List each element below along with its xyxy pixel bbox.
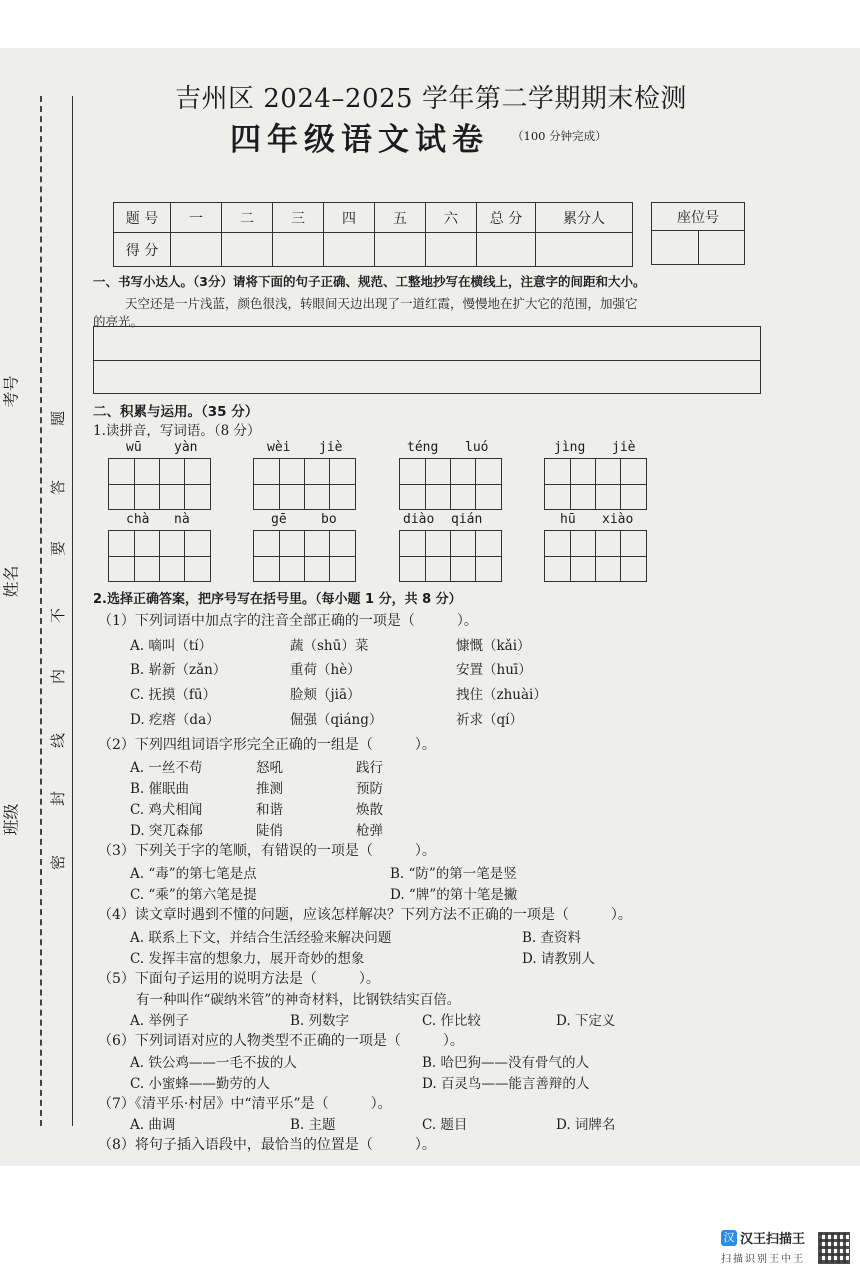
pinyin-text: téng bbox=[407, 440, 439, 455]
score-header-cell: 五 bbox=[375, 203, 426, 233]
seal-char: 答 bbox=[49, 479, 68, 496]
option[interactable]: 陡俏 bbox=[256, 823, 283, 839]
example-sentence: 有一种叫作“碳纳米管”的神奇材料，比钢铁结实百倍。 bbox=[136, 992, 461, 1008]
option[interactable]: D. 词牌名 bbox=[556, 1117, 616, 1133]
pinyin-text: qián bbox=[451, 512, 483, 527]
score-header-cell: 题 号 bbox=[114, 203, 171, 233]
option[interactable]: A. 曲调 bbox=[130, 1117, 176, 1133]
exam-subtitle: 四年级语文试卷 bbox=[230, 122, 489, 158]
class-label: 班级 bbox=[1, 803, 21, 836]
score-header-cell: 四 bbox=[324, 203, 375, 233]
option[interactable]: B. 列数字 bbox=[290, 1013, 350, 1029]
pinyin-text: chà bbox=[126, 512, 150, 527]
scanner-watermark bbox=[721, 1228, 805, 1247]
tianzige-cell[interactable] bbox=[159, 458, 211, 510]
question-6: （6）下列词语对应的人物类型不正确的一项是（ ）。 bbox=[98, 1033, 464, 1049]
brand-slogan: 扫描识别王中王 bbox=[721, 1254, 805, 1265]
option[interactable]: 慷慨（kǎi） bbox=[456, 638, 531, 654]
tianzige-cell[interactable] bbox=[159, 530, 211, 582]
pinyin-text: jiè bbox=[319, 440, 343, 455]
option[interactable]: B. “防”的第一笔是竖 bbox=[390, 866, 517, 882]
tianzige-cell[interactable] bbox=[108, 530, 160, 582]
option[interactable]: 倔强（qiáng） bbox=[290, 712, 383, 728]
seat-label: 座位号 bbox=[652, 203, 745, 231]
seal-char: 封 bbox=[49, 790, 68, 807]
option[interactable]: B. 主题 bbox=[290, 1117, 336, 1133]
pinyin-text: wèi bbox=[267, 440, 291, 455]
option[interactable]: D. 突兀森郁 bbox=[130, 823, 203, 839]
option[interactable]: 推测 bbox=[256, 781, 283, 797]
option[interactable]: A. 联系上下文，并结合生活经验来解决问题 bbox=[130, 930, 392, 946]
score-header-cell: 累分人 bbox=[536, 203, 633, 233]
question-7: （7）《清平乐·村居》中“清平乐”是（ ）。 bbox=[98, 1096, 392, 1112]
option[interactable]: D. 百灵鸟——能言善辩的人 bbox=[422, 1076, 590, 1092]
pinyin-text: jìng bbox=[554, 440, 586, 455]
pinyin-text: xiào bbox=[602, 512, 634, 527]
option[interactable]: 蔬（shū）菜 bbox=[290, 638, 369, 654]
seal-char: 密 bbox=[49, 854, 68, 871]
seal-char: 内 bbox=[49, 668, 68, 685]
option[interactable]: 和谐 bbox=[256, 802, 283, 818]
option[interactable]: 践行 bbox=[356, 760, 383, 776]
option[interactable]: 预防 bbox=[356, 781, 383, 797]
question-5: （5）下面句子运用的说明方法是（ ）。 bbox=[98, 971, 380, 987]
q2-title: 2.选择正确答案，把序号写在括号里。（每小题 1 分，共 8 分） bbox=[93, 592, 462, 607]
pinyin-text: yàn bbox=[174, 440, 198, 455]
q1-title: 1.读拼音，写词语。（8 分） bbox=[93, 423, 261, 439]
score-header-cell: 三 bbox=[273, 203, 324, 233]
option[interactable]: C. 鸡犬相闻 bbox=[130, 802, 203, 818]
seat-input-cell[interactable] bbox=[698, 231, 745, 265]
score-input-cell[interactable] bbox=[426, 233, 477, 267]
option[interactable]: C. 抚摸（fū） bbox=[130, 687, 217, 703]
option[interactable]: C. 作比较 bbox=[422, 1013, 481, 1029]
pinyin-text: luó bbox=[465, 440, 489, 455]
pinyin-text: gē bbox=[271, 512, 287, 527]
option[interactable]: D. 请教别人 bbox=[522, 951, 595, 967]
pinyin-text: jiè bbox=[612, 440, 636, 455]
seat-table bbox=[651, 202, 745, 265]
question-1: （1）下列词语中加点字的注音全部正确的一项是（ ）。 bbox=[98, 613, 478, 629]
option[interactable]: A. “毒”的第七笔是点 bbox=[130, 866, 257, 882]
score-input-cell[interactable] bbox=[477, 233, 536, 267]
pinyin-text: diào bbox=[403, 512, 435, 527]
tianzige-cell[interactable] bbox=[595, 530, 647, 582]
tianzige-cell[interactable] bbox=[450, 530, 502, 582]
option[interactable]: 重荷（hè） bbox=[290, 662, 361, 678]
option[interactable]: B. 哈巴狗——没有骨气的人 bbox=[422, 1055, 590, 1071]
exam-number-label: 考号 bbox=[1, 375, 21, 408]
tianzige-cell[interactable] bbox=[399, 530, 451, 582]
option[interactable]: 拽住（zhuài） bbox=[456, 687, 547, 703]
brand-name: 汉王扫描王 bbox=[740, 1232, 806, 1247]
tianzige-cell[interactable] bbox=[304, 530, 356, 582]
seal-char: 要 bbox=[49, 540, 68, 557]
tianzige-cell[interactable] bbox=[399, 458, 451, 510]
option[interactable]: 枪弹 bbox=[356, 823, 383, 839]
option[interactable]: D. 疙瘩（da） bbox=[130, 712, 220, 728]
option[interactable]: A. 举例子 bbox=[130, 1013, 189, 1029]
question-2: （2）下列四组词语字形完全正确的一组是（ ）。 bbox=[98, 737, 436, 753]
option[interactable]: C. “乘”的第六笔是提 bbox=[130, 887, 257, 903]
time-note: （100 分钟完成） bbox=[512, 129, 607, 143]
pinyin-text: nà bbox=[174, 512, 190, 527]
scan-logo-icon: 汉 bbox=[721, 1230, 737, 1246]
binding-dashed-line bbox=[40, 96, 42, 1126]
score-input-cell[interactable] bbox=[171, 233, 222, 267]
score-input-cell[interactable] bbox=[324, 233, 375, 267]
score-header-cell: 二 bbox=[222, 203, 273, 233]
option[interactable]: 祈求（qí） bbox=[456, 712, 523, 728]
tianzige-cell[interactable] bbox=[450, 458, 502, 510]
section2-heading: 二、积累与运用。（35 分） bbox=[93, 404, 259, 420]
binding-solid-line bbox=[72, 96, 73, 1126]
tianzige-cell[interactable] bbox=[595, 458, 647, 510]
seal-char: 不 bbox=[49, 607, 68, 624]
pinyin-text: hū bbox=[560, 512, 576, 527]
option[interactable]: A. 铁公鸡——一毛不拔的人 bbox=[130, 1055, 297, 1071]
score-input-cell[interactable] bbox=[536, 233, 633, 267]
exam-title: 吉州区 2024–2025 学年第二学期期末检测 bbox=[175, 84, 687, 114]
option[interactable]: C. 题目 bbox=[422, 1117, 468, 1133]
option[interactable]: 脸颊（jiā） bbox=[290, 687, 361, 703]
score-header-cell: 总 分 bbox=[477, 203, 536, 233]
option[interactable]: C. 发挥丰富的想象力，展开奇妙的想象 bbox=[130, 951, 365, 967]
copy-text-line1: 天空还是一片浅蓝，颜色很浅，转眼间天边出现了一道红霞，慢慢地在扩大它的范围，加强它 bbox=[125, 296, 638, 311]
option[interactable]: 焕散 bbox=[356, 802, 383, 818]
seal-char: 题 bbox=[49, 410, 68, 427]
seat-input-cell[interactable] bbox=[652, 231, 699, 265]
question-3: （3）下列关于字的笔顺，有错误的一项是（ ）。 bbox=[98, 843, 436, 859]
score-row-label: 得 分 bbox=[114, 233, 171, 267]
score-input-cell[interactable] bbox=[375, 233, 426, 267]
score-header-cell: 一 bbox=[171, 203, 222, 233]
option[interactable]: D. 下定义 bbox=[556, 1013, 616, 1029]
option[interactable]: C. 小蜜蜂——勤劳的人 bbox=[130, 1076, 270, 1092]
option[interactable]: A. 嘀叫（tí） bbox=[130, 638, 213, 654]
score-input-cell[interactable] bbox=[222, 233, 273, 267]
tianzige-cell[interactable] bbox=[544, 458, 596, 510]
tianzige-cell[interactable] bbox=[304, 458, 356, 510]
option[interactable]: B. 崭新（zǎn） bbox=[130, 662, 227, 678]
option[interactable]: B. 催眠曲 bbox=[130, 781, 190, 797]
tianzige-cell[interactable] bbox=[108, 458, 160, 510]
tianzige-cell[interactable] bbox=[253, 530, 305, 582]
writing-lines-box[interactable] bbox=[93, 326, 761, 394]
copy-text-line2: 的亮光。 bbox=[93, 314, 144, 329]
section1-heading: 一、书写小达人。（3分）请将下面的句子正确、规范、工整地抄写在横线上，注意字的间距和大小。 bbox=[93, 274, 646, 289]
question-8: （8）将句子插入语段中，最恰当的位置是（ ）。 bbox=[98, 1137, 436, 1153]
option[interactable]: D. “牌”的第十笔是撇 bbox=[390, 887, 518, 903]
pinyin-text: bo bbox=[321, 512, 337, 527]
tianzige-cell[interactable] bbox=[544, 530, 596, 582]
score-table bbox=[113, 202, 633, 267]
pinyin-text: wū bbox=[126, 440, 142, 455]
score-header-cell: 六 bbox=[426, 203, 477, 233]
tianzige-cell[interactable] bbox=[253, 458, 305, 510]
question-4: （4）读文章时遇到不懂的问题，应该怎样解决？下列方法不正确的一项是（ ）。 bbox=[98, 907, 632, 923]
seal-char: 线 bbox=[49, 732, 68, 749]
option[interactable]: B. 查资料 bbox=[522, 930, 582, 946]
option[interactable]: 安置（huī） bbox=[456, 662, 532, 678]
option[interactable]: 怒吼 bbox=[256, 760, 283, 776]
option[interactable]: A. 一丝不苟 bbox=[130, 760, 203, 776]
qr-code-icon bbox=[818, 1232, 850, 1264]
name-label: 姓名 bbox=[1, 565, 21, 598]
score-input-cell[interactable] bbox=[273, 233, 324, 267]
